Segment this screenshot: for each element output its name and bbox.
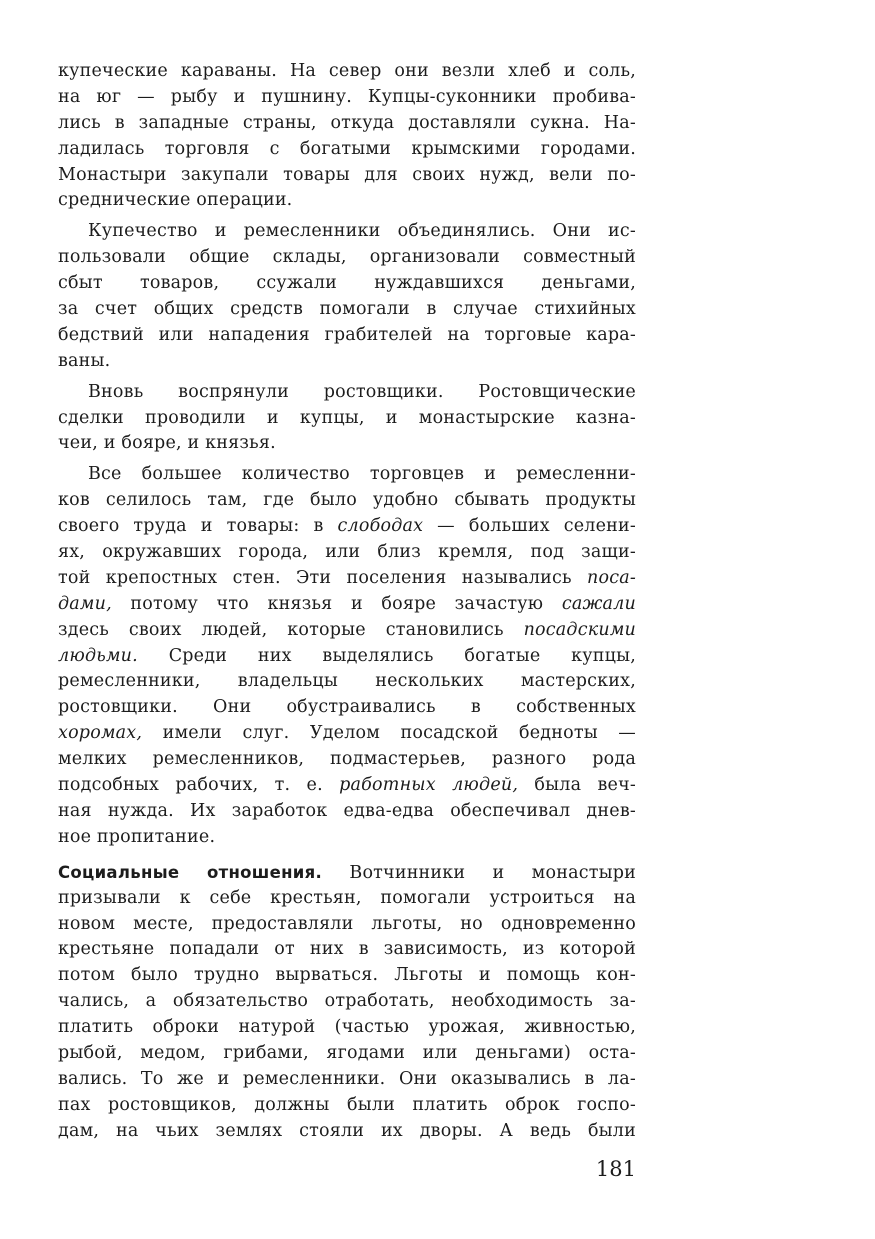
- text-line: пользовали общие склады, организовали совместный: [58, 247, 636, 268]
- text-line: дами, потому что князья и бояре зачастую сажали: [58, 593, 636, 614]
- text-line: Вновь воспрянули ростовщики. Ростовщические: [88, 381, 636, 402]
- text-line: лись в западные страны, откуда доставляли сукна. На-: [58, 112, 636, 133]
- paragraph: [58, 860, 636, 1145]
- text-line: своего труда и товары: в слободах — больших селени-: [58, 516, 637, 537]
- text-line: пах ростовщиков, должны были платить оброк госпо-: [58, 1094, 636, 1115]
- italic-term: поса-: [587, 567, 636, 588]
- text-line: Социальные отношения. Вотчинники и монастыри: [58, 862, 636, 883]
- text-line: ков селилось там, где было удобно сбывать продукты: [58, 490, 636, 511]
- page-number: 181: [595, 1157, 636, 1181]
- text-line: вались. То же и ремесленники. Они оказывались в ла-: [58, 1068, 636, 1089]
- text-line: людьми. Среди них выделялись богатые купцы,: [58, 645, 636, 666]
- text-line: ваны.: [58, 350, 111, 371]
- text-line: ремесленники, владельцы нескольких мастерских,: [58, 671, 636, 692]
- italic-term: посадскими: [523, 619, 636, 640]
- paragraph: [58, 380, 636, 458]
- text-line: чались, а обязательство отработать, необходимость за-: [58, 991, 636, 1012]
- text-line: здесь своих людей, которые становились посадскими: [58, 619, 636, 640]
- paragraph: [58, 462, 636, 850]
- paragraph: [58, 219, 636, 374]
- text-line: Купечество и ремесленники объединялись. Они ис-: [88, 221, 636, 242]
- italic-term: людьми.: [58, 645, 138, 666]
- text-line: купеческие караваны. На север они везли хлеб и соль,: [58, 61, 636, 81]
- text-line: ное пропитание.: [58, 826, 216, 847]
- italic-term: работных людей,: [339, 775, 519, 796]
- text-line: сбыт товаров, ссужали нуждавшихся деньгами,: [58, 273, 636, 294]
- text-line: подсобных рабочих, т. е. работных людей, была веч-: [58, 775, 636, 796]
- text-line: хоромах, имели слуг. Уделом посадской бедноты —: [58, 723, 636, 744]
- text-line: ладилась торговля с богатыми крымскими городами.: [58, 138, 636, 159]
- text-line: на юг — рыбу и пушнину. Купцы-суконники пробива-: [58, 86, 636, 107]
- text-line: призывали к себе крестьян, помогали устроиться на: [58, 887, 636, 908]
- text-line: мелких ремесленников, подмастерьев, разного рода: [58, 749, 636, 770]
- text-line: платить оброки натурой (частью урожая, живностью,: [58, 1017, 636, 1038]
- text-line: ростовщики. Они обустраивались в собственных: [58, 697, 636, 718]
- text-line: крестьяне попадали от них в зависимость, из которой: [58, 939, 636, 960]
- text-line: рыбой, медом, грибами, ягодами или деньгами) оста-: [58, 1042, 636, 1063]
- text-line: потом было трудно вырваться. Льготы и помощь кон-: [58, 965, 636, 986]
- italic-term: слободах: [337, 516, 424, 537]
- text-line: бедствий или нападения грабителей на торговые кара-: [58, 324, 636, 345]
- text-line: Все большее количество торговцев и ремесленни-: [88, 464, 636, 485]
- text-line: Монастыри закупали товары для своих нужд, вели по-: [58, 164, 636, 185]
- text-line: дам, на чьих землях стояли их дворы. А ведь были: [58, 1120, 636, 1141]
- text-line: за счет общих средств помогали в случае стихийных: [58, 299, 636, 320]
- text-line: ная нужда. Их заработок едва-едва обеспечивал днев-: [58, 800, 636, 821]
- italic-term: хоромах,: [58, 723, 143, 744]
- text-line: среднические операции.: [58, 190, 293, 211]
- text-line: чеи, и бояре, и князья.: [58, 433, 276, 454]
- text-line: той крепостных стен. Эти поселения назывались поса-: [58, 567, 636, 588]
- text-line: сделки проводили и купцы, и монастырские казна-: [58, 407, 636, 428]
- body-text: [58, 59, 636, 1145]
- paragraph: [58, 59, 636, 214]
- section-heading: Социальные отношения.: [58, 862, 323, 882]
- text-line: ях, окружавших города, или близ кремля, под защи-: [58, 542, 636, 563]
- text-line: новом месте, предоставляли льготы, но одновременно: [58, 913, 636, 934]
- italic-term: дами,: [58, 593, 112, 614]
- italic-term: сажали: [561, 593, 636, 614]
